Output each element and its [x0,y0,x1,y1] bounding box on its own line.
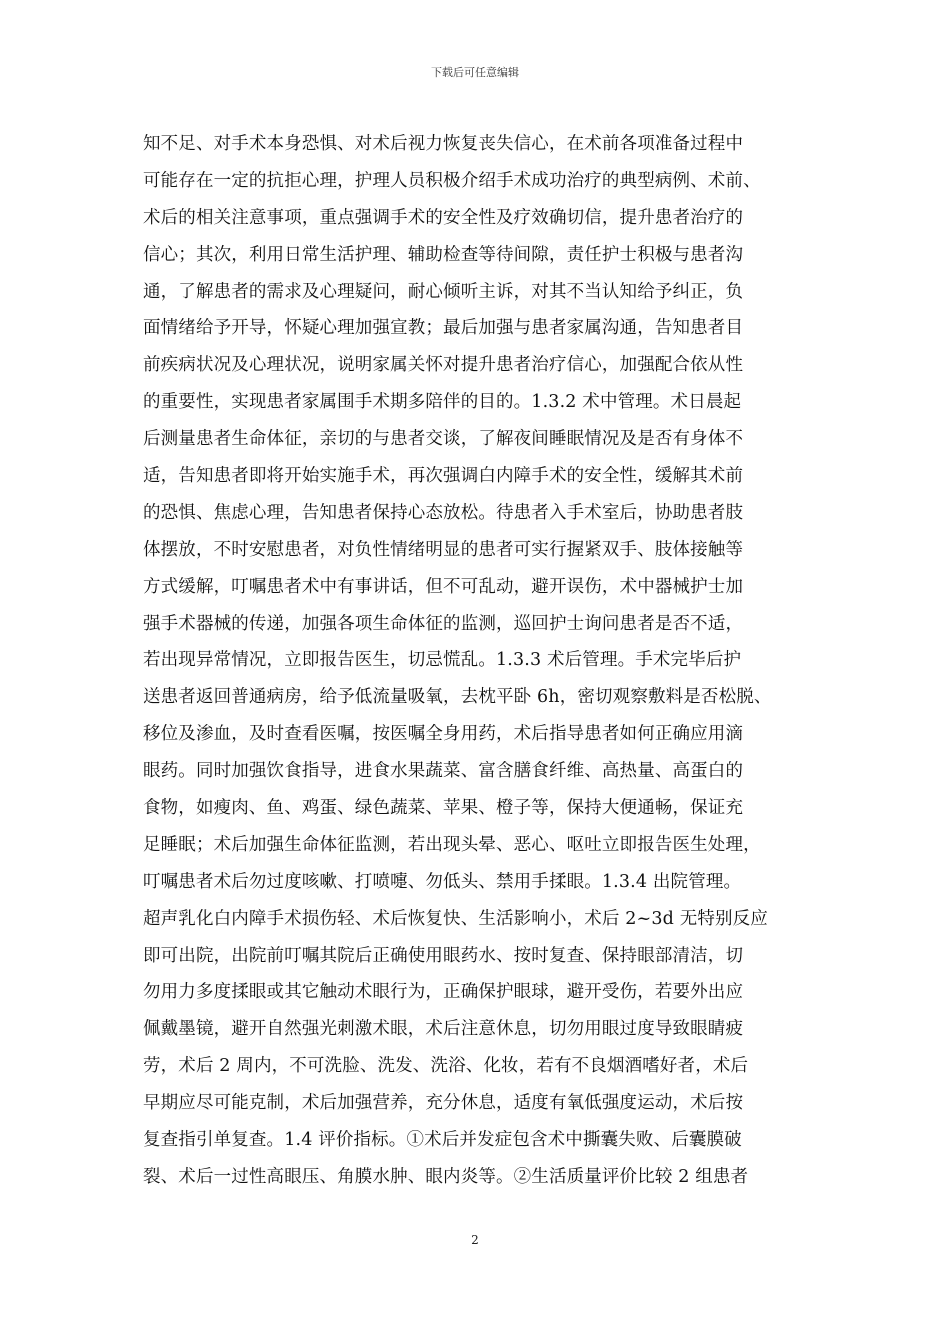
page-number: 2 [471,1233,479,1247]
text-line: 适，告知患者即将开始实施手术，再次强调白内障手术的安全性，缓解其术前 [143,466,744,487]
text-line: 食物，如瘦肉、鱼、鸡蛋、绿色蔬菜、苹果、橙子等，保持大便通畅，保证充 [143,798,744,819]
body-text [143,126,823,1196]
text-line: 劳，术后 2 周内，不可洗脸、洗发、洗浴、化妆，若有不良烟酒嗜好者，术后 [143,1056,749,1077]
text-line: 通，了解患者的需求及心理疑问，耐心倾听主诉，对其不当认知给予纠正，负 [143,281,744,302]
text-line: 超声乳化白内障手术损伤轻、术后恢复快、生活影响小，术后 2~3d 无特别反应 [143,908,768,929]
text-line: 后测量患者生命体征，亲切的与患者交谈，了解夜间睡眠情况及是否有身体不 [143,429,744,450]
text-line: 强手术器械的传递，加强各项生命体征的监测，巡回护士询问患者是否不适， [143,613,744,634]
text-line: 面情绪给予开导，怀疑心理加强宣教；最后加强与患者家属沟通，告知患者目 [143,318,744,339]
text-line: 早期应尽可能克制，术后加强营养，充分休息，适度有氧低强度运动，术后按 [143,1093,744,1114]
text-line: 前疾病状况及心理状况，说明家属关怀对提升患者治疗信心，加强配合依从性 [143,355,744,376]
text-line: 即可出院，出院前叮嘱其院后正确使用眼药水、按时复查、保持眼部清洁，切 [143,945,744,966]
text-line: 术后的相关注意事项，重点强调手术的安全性及疗效确切信，提升患者治疗的 [143,207,744,228]
text-line: 可能存在一定的抗拒心理，护理人员积极介绍手术成功治疗的典型病例、术前、 [143,170,761,191]
text-line: 叮嘱患者术后勿过度咳嗽、打喷嚏、勿低头、禁用手揉眼。1.3.4 出院管理。 [143,871,742,892]
text-line: 复查指引单复查。1.4 评价指标。①术后并发症包含术中撕囊失败、后囊膜破 [143,1130,742,1151]
text-line: 知不足、对手术本身恐惧、对术后视力恢复丧失信心，在术前各项准备过程中 [143,134,744,154]
text-line: 足睡眠；术后加强生命体征监测，若出现头晕、恶心、呕吐立即报告医生处理， [143,834,761,855]
text-line: 移位及渗血，及时查看医嘱，按医嘱全身用药，术后指导患者如何正确应用滴 [143,724,744,745]
text-line: 裂、术后一过性高眼压、角膜水肿、眼内炎等。②生活质量评价比较 2 组患者 [143,1166,749,1187]
text-line: 的恐惧、焦虑心理，告知患者保持心态放松。待患者入手术室后，协助患者肢 [143,502,744,523]
text-line: 送患者返回普通病房，给予低流量吸氧，去枕平卧 6h，密切观察敷料是否松脱、 [143,687,772,708]
text-line: 勿用力多度揉眼或其它触动术眼行为，正确保护眼球，避开受伤，若要外出应 [143,982,744,1003]
text-line: 佩戴墨镜，避开自然强光刺激术眼，术后注意休息，切勿用眼过度导致眼睛疲 [143,1019,744,1040]
text-line: 若出现异常情况，立即报告医生，切忌慌乱。1.3.3 术后管理。手术完毕后护 [143,650,742,671]
text-line: 的重要性，实现患者家属围手术期多陪伴的目的。1.3.2 术中管理。术日晨起 [143,392,742,413]
text-line: 方式缓解，叮嘱患者术中有事讲话，但不可乱动，避开误伤，术中器械护士加 [143,576,744,597]
page-header: 下载后可任意编辑 [431,66,519,79]
text-line: 眼药。同时加强饮食指导，进食水果蔬菜、富含膳食纤维、高热量、高蛋白的 [143,761,744,782]
text-line: 体摆放，不时安慰患者，对负性情绪明显的患者可实行握紧双手、肢体接触等 [143,539,744,560]
text-line: 信心；其次，利用日常生活护理、辅助检查等待间隙，责任护士积极与患者沟 [143,244,744,265]
